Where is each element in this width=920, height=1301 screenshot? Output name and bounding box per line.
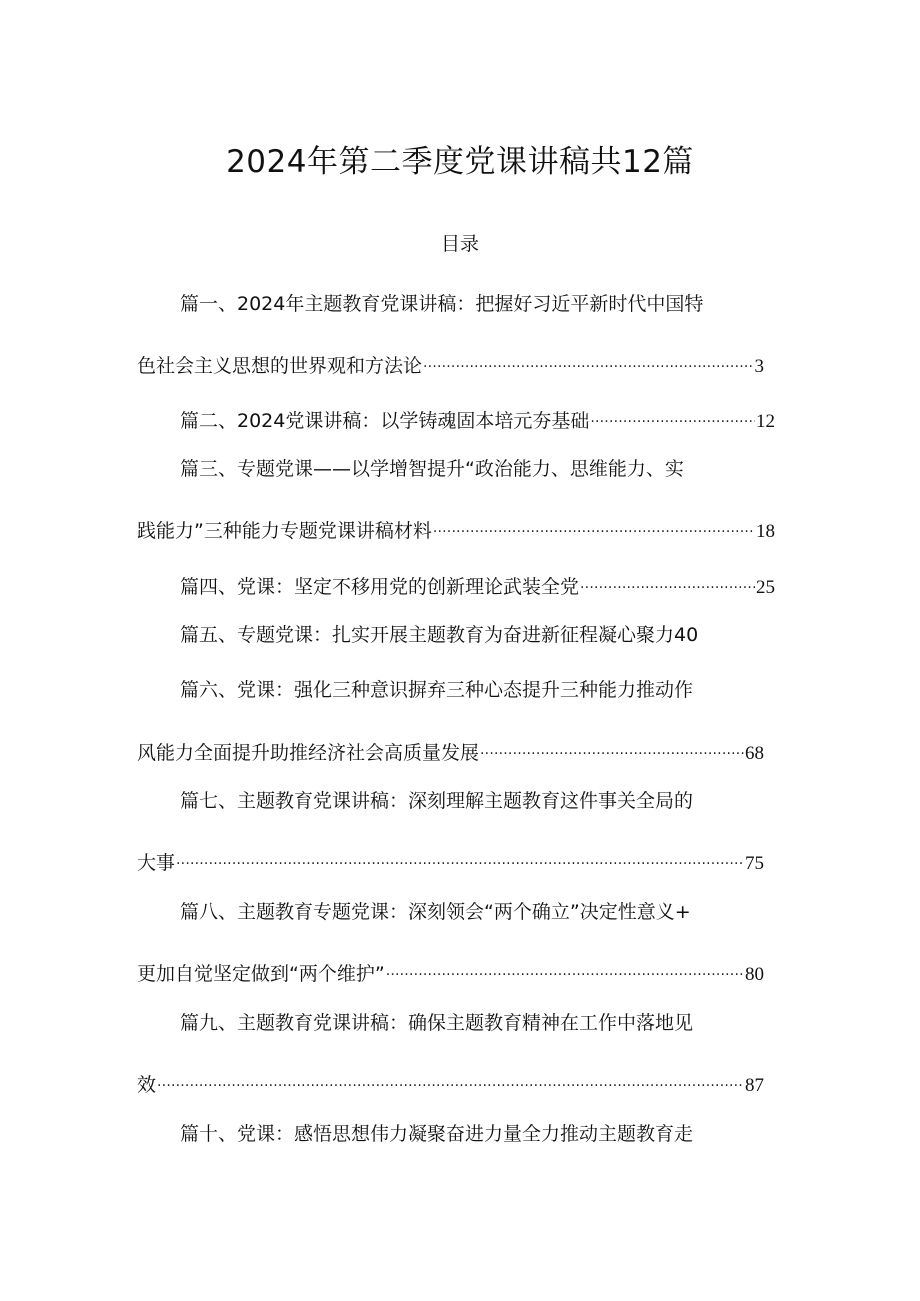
dot-leader xyxy=(423,346,753,372)
toc-entry-5[interactable] xyxy=(180,622,698,648)
toc-page-number: 80 xyxy=(745,964,764,985)
toc-entry-text: 篇一、2024年主题教育党课讲稿：把握好习近平新时代中国特 xyxy=(180,293,704,315)
toc-page-number: 3 xyxy=(754,356,764,377)
dot-leader xyxy=(433,511,755,537)
dot-leader xyxy=(480,733,744,759)
toc-entry-4[interactable] xyxy=(180,567,775,598)
toc-entry-7-line-2[interactable] xyxy=(137,843,764,874)
toc-entry-6-line-2[interactable] xyxy=(137,733,764,764)
toc-entry-text: 篇三、专题党课——以学增智提升“政治能力、思维能力、实 xyxy=(180,458,684,480)
dot-leader xyxy=(590,401,755,427)
toc-entry-text: 篇七、主题教育党课讲稿：深刻理解主题教育这件事关全局的 xyxy=(180,790,694,812)
toc-entry-1-line-2[interactable] xyxy=(137,346,764,377)
toc-entry-9-line-1[interactable] xyxy=(180,1010,693,1036)
toc-entry-text: 更加自觉坚定做到“两个维护” xyxy=(137,963,385,985)
toc-entry-text: 篇二、2024党课讲稿：以学铸魂固本培元夯基础 xyxy=(180,410,590,432)
toc-entry-text: 践能力”三种能力专题党课讲稿材料 xyxy=(137,520,432,542)
toc-entry-text: 风能力全面提升助推经济社会高质量发展 xyxy=(137,742,480,764)
toc-entry-text: 篇八、主题教育专题党课：深刻领会“两个确立”决定性意义+ xyxy=(180,901,691,923)
toc-entry-text: 篇九、主题教育党课讲稿：确保主题教育精神在工作中落地见 xyxy=(180,1012,694,1034)
document-title: 2024年第二季度党课讲稿共12篇 xyxy=(226,144,694,180)
toc-entry-text: 篇五、专题党课：扎实开展主题教育为奋进新征程凝心聚力40 xyxy=(180,624,699,646)
toc-entry-3-line-2[interactable] xyxy=(137,511,775,542)
toc-entry-8-line-2[interactable] xyxy=(137,954,764,985)
toc-page-number: 18 xyxy=(756,521,775,542)
toc-entry-text: 效 xyxy=(137,1074,157,1096)
toc-entry-7-line-1[interactable] xyxy=(180,788,693,814)
toc-entry-10-line-1[interactable] xyxy=(180,1121,693,1147)
dot-leader xyxy=(386,954,744,980)
dot-leader xyxy=(580,567,755,593)
toc-entry-text: 篇十、党课：感悟思想伟力凝聚奋进力量全力推动主题教育走 xyxy=(180,1123,694,1145)
toc-entry-text: 大事 xyxy=(137,852,176,874)
toc-entry-3-line-1[interactable] xyxy=(180,456,684,482)
toc-entry-1-line-1[interactable] xyxy=(180,291,703,317)
toc-entry-6-line-1[interactable] xyxy=(180,677,693,703)
toc-entry-text: 色社会主义思想的世界观和方法论 xyxy=(137,355,423,377)
toc-entry-2[interactable] xyxy=(180,401,775,432)
toc-heading: 目录 xyxy=(440,233,479,255)
toc-page-number: 68 xyxy=(745,743,764,764)
toc-entry-9-line-2[interactable] xyxy=(137,1065,764,1096)
toc-entry-8-line-1[interactable] xyxy=(180,899,691,925)
toc-page-number: 87 xyxy=(745,1075,764,1096)
dot-leader xyxy=(157,1065,744,1091)
toc-page-number: 75 xyxy=(745,853,764,874)
toc-page-number: 25 xyxy=(756,577,775,598)
toc-entry-text: 篇六、党课：强化三种意识摒弃三种心态提升三种能力推动作 xyxy=(180,679,694,701)
toc-page-number: 12 xyxy=(756,411,775,432)
dot-leader xyxy=(176,843,744,869)
toc-entry-text: 篇四、党课：坚定不移用党的创新理论武装全党 xyxy=(180,576,580,598)
